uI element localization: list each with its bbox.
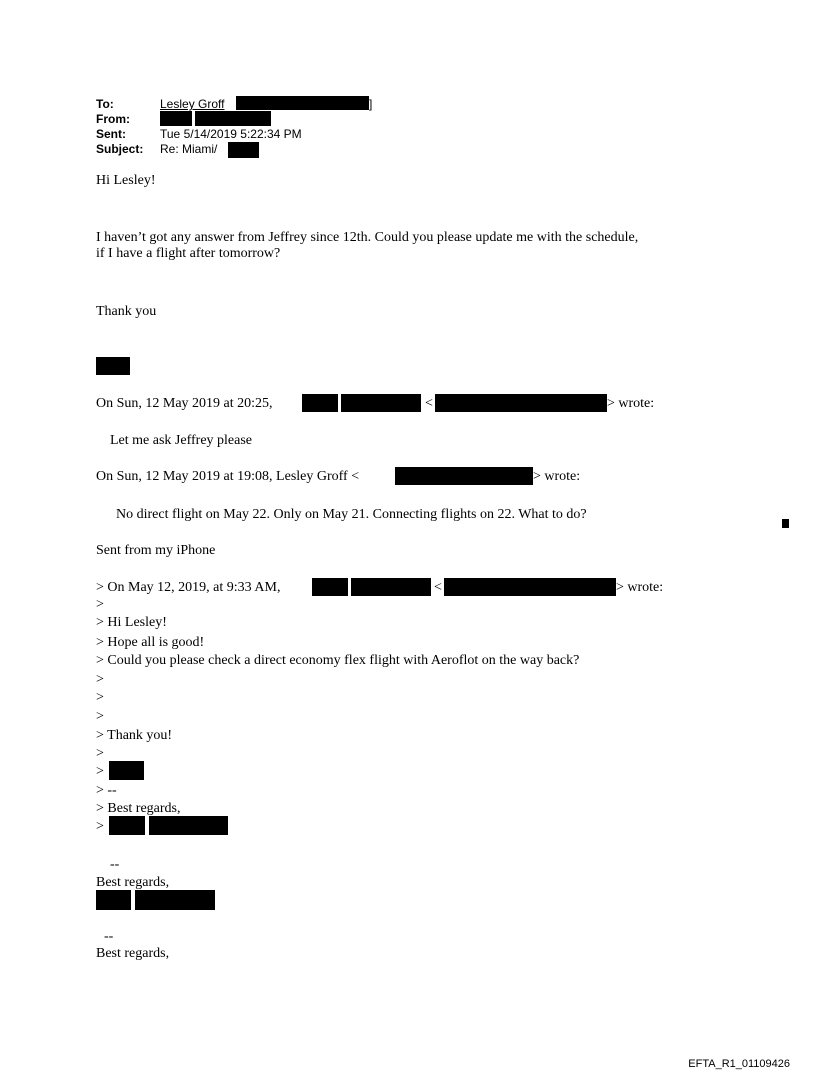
from-label: From: [96,112,130,126]
quote-gt-5: > [96,746,104,761]
sig-best-1: Best regards, [96,875,170,890]
thanks-text: Thank you [96,304,157,319]
reply-header-1908: On Sun, 12 May 2019 at 19:08, Lesley Groff < [96,469,360,484]
sig-dashes-2: -- [104,929,114,944]
sent-value: Tue 5/14/2019 5:22:34 PM [160,127,302,141]
redaction-from-first [160,111,192,126]
quote-wrote: > wrote: [616,580,664,595]
quote-gt-4: > [96,709,104,724]
sig-best-2: Best regards, [96,946,170,961]
quote-gt-6: > [96,764,104,779]
redaction-quote-sig-last [149,816,228,835]
redaction-quote-sig-first [109,816,145,835]
quote-gt-3: > [96,690,104,705]
document-id: EFTA_R1_01109426 [688,1058,790,1070]
to-value[interactable]: Lesley Groff [160,97,225,111]
quote-header: > On May 12, 2019, at 9:33 AM, [96,580,281,595]
redaction-signature-name [96,357,130,375]
paragraph-line-1: I haven’t got any answer from Jeffrey since 12th. Could you please update me with the schedule, [96,230,639,245]
subject-value: Re: Miami/ [160,142,218,156]
let-me-ask-text: Let me ask Jeffrey please [110,433,253,448]
redaction-sig-first [96,890,131,910]
redaction-1908-email [395,467,533,485]
redaction-quote-email [444,578,616,596]
no-direct-text: No direct flight on May 22. Only on May 21. Connecting flights on 22. What to do? [116,507,587,522]
to-suffix: ] [369,97,373,111]
quote-could: > Could you please check a direct economy flex flight with Aeroflot on the way back? [96,653,580,668]
quote-dashes: > -- [96,783,117,798]
sig-dashes-1: -- [110,857,120,872]
small-redaction-mark [782,519,789,528]
quote-best: > Best regards, [96,801,181,816]
reply-2025-lt: < [425,396,433,411]
reply-1908-wrote: > wrote: [533,469,581,484]
quote-hi: > Hi Lesley! [96,615,167,630]
quote-thank: > Thank you! [96,728,173,743]
redaction-2025-last [341,394,421,412]
reply-2025-wrote: > wrote: [607,396,655,411]
greeting: Hi Lesley! [96,173,156,188]
quote-hope: > Hope all is good! [96,635,205,650]
quote-gt-2: > [96,672,104,687]
paragraph-line-2: if I have a flight after tomorrow? [96,246,281,261]
redaction-from-last [195,111,271,126]
sent-label: Sent: [96,127,126,141]
reply-header-2025: On Sun, 12 May 2019 at 20:25, [96,396,273,411]
redaction-subject [228,142,259,158]
subject-label: Subject: [96,142,144,156]
quote-gt-1: > [96,597,104,612]
redaction-quote-sig [109,761,144,780]
quote-gt-7: > [96,819,104,834]
to-label: To: [96,97,114,111]
redaction-quote-first [312,578,348,596]
redaction-quote-last [351,578,431,596]
redaction-2025-first [302,394,338,412]
redaction-2025-email [435,394,607,412]
redaction-to-email [236,96,369,110]
quote-lt: < [434,580,442,595]
redaction-sig-last [135,890,215,910]
sent-from-text: Sent from my iPhone [96,543,216,558]
